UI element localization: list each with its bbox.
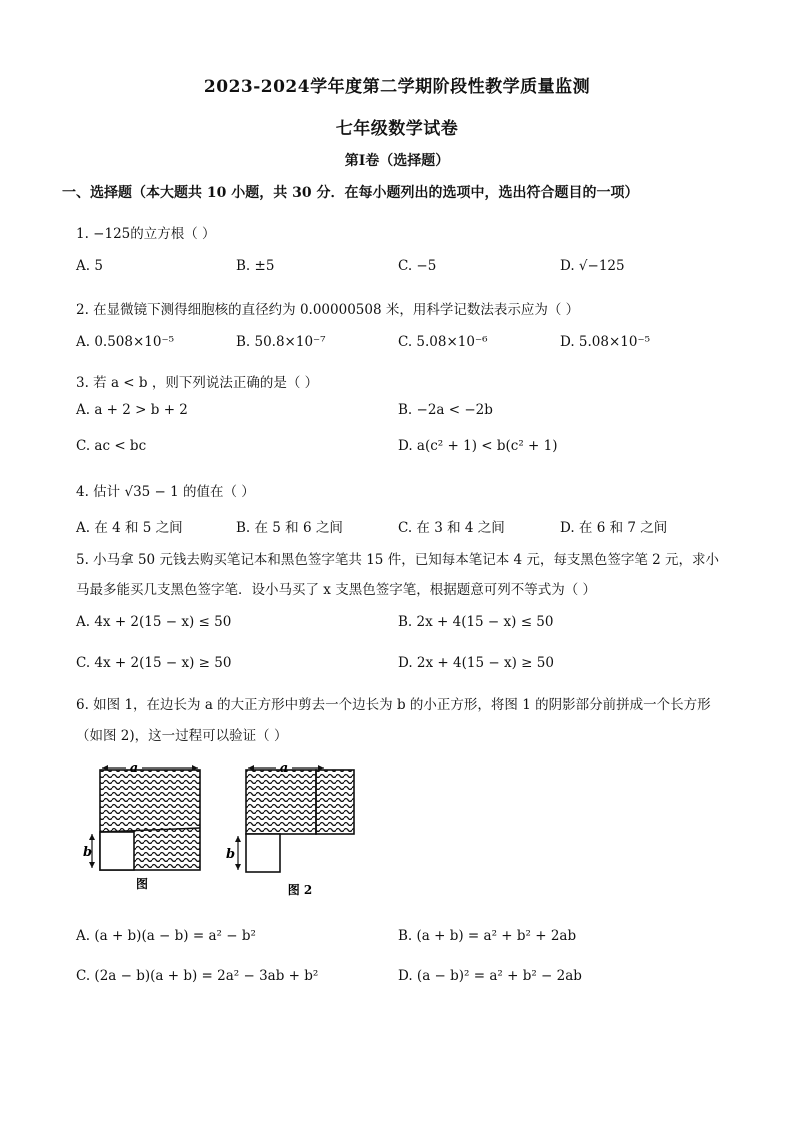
q1-option-b: B. ±5 <box>236 258 275 274</box>
q3-option-b: B. −2a < −2b <box>398 402 493 418</box>
q2-option-d: D. 5.08×10⁻⁵ <box>560 334 651 350</box>
q4-option-c: C. 在 3 和 4 之间 <box>398 520 505 536</box>
q5-option-a: A. 4x + 2(15 − x) ≤ 50 <box>76 614 232 630</box>
fig2-b-label: b <box>226 847 236 862</box>
question-4-stem: 4. 估计 √35 − 1 的值在（ ） <box>76 484 255 500</box>
volume-label: 第Ⅰ卷（选择题） <box>344 153 450 169</box>
question-5-stem-line2: 马最多能买几支黑色签字笔．设小马买了 x 支黑色签字笔，根据题意可列不等式为（ ） <box>76 582 596 598</box>
q4-option-b: B. 在 5 和 6 之间 <box>236 520 343 536</box>
q6-option-d: D. (a − b)² = a² + b² − 2ab <box>398 968 582 984</box>
fig2-label: 图 2 <box>287 883 313 897</box>
figure-1 <box>83 761 200 891</box>
section-heading: 一、选择题（本大题共 10 小题，共 30 分．在每小题列出的选项中，选出符合题目的一项） <box>62 185 639 201</box>
fig1-b-label: b <box>83 845 93 860</box>
q5-option-c: C. 4x + 2(15 − x) ≥ 50 <box>76 655 232 671</box>
question-3-stem: 3. 若 a < b ，则下列说法正确的是（ ） <box>76 375 319 391</box>
q1-option-c: C. −5 <box>398 258 437 274</box>
q5-option-b: B. 2x + 4(15 − x) ≤ 50 <box>398 614 554 630</box>
q6-option-a: A. (a + b)(a − b) = a² − b² <box>76 928 256 944</box>
q1-option-d: D. √−125 <box>560 258 625 274</box>
exam-subtitle: 七年级数学试卷 <box>335 119 459 139</box>
q2-option-a: A. 0.508×10⁻⁵ <box>76 334 175 350</box>
q6-option-b: B. (a + b) = a² + b² + 2ab <box>398 928 577 944</box>
question-6-stem-line2: （如图 2)，这一过程可以验证（ ） <box>76 728 288 744</box>
question-6-stem-line1: 6. 如图 1，在边长为 a 的大正方形中剪去一个边长为 b 的小正方形，将图 1 的阴影部分前拼成一个长方形 <box>76 697 711 713</box>
question-5-stem-line1: 5. 小马拿 50 元钱去购买笔记本和黑色签字笔共 15 件，已知每本笔记本 4 元，每支黑色签字笔 2 元，求小 <box>76 552 720 568</box>
q6-option-c: C. (2a − b)(a + b) = 2a² − 3ab + b² <box>76 968 319 984</box>
q4-option-d: D. 在 6 和 7 之间 <box>560 520 668 536</box>
q1-option-a: A. 5 <box>76 258 103 274</box>
q5-option-d: D. 2x + 4(15 − x) ≥ 50 <box>398 655 554 671</box>
q3-option-a: A. a + 2 > b + 2 <box>76 402 188 418</box>
exam-title: 2023-2024学年度第二学期阶段性教学质量监测 <box>203 77 591 97</box>
fig2-a-label: a <box>279 761 289 776</box>
question-1-stem: 1. −125的立方根（ ） <box>76 226 216 242</box>
q2-option-b: B. 50.8×10⁻⁷ <box>236 334 326 350</box>
question-2-stem: 2. 在显微镜下测得细胞核的直径约为 0.00000508 米，用科学记数法表示应为（ ） <box>76 302 580 318</box>
q3-option-d: D. a(c² + 1) < b(c² + 1) <box>398 438 558 454</box>
fig1-label: 图 <box>135 877 149 891</box>
figure-squares <box>80 760 380 900</box>
q4-option-a: A. 在 4 和 5 之间 <box>76 520 183 536</box>
fig1-a-label: a <box>129 761 139 776</box>
figure-2 <box>226 761 354 897</box>
q3-option-c: C. ac < bc <box>76 438 147 454</box>
q2-option-c: C. 5.08×10⁻⁶ <box>398 334 488 350</box>
